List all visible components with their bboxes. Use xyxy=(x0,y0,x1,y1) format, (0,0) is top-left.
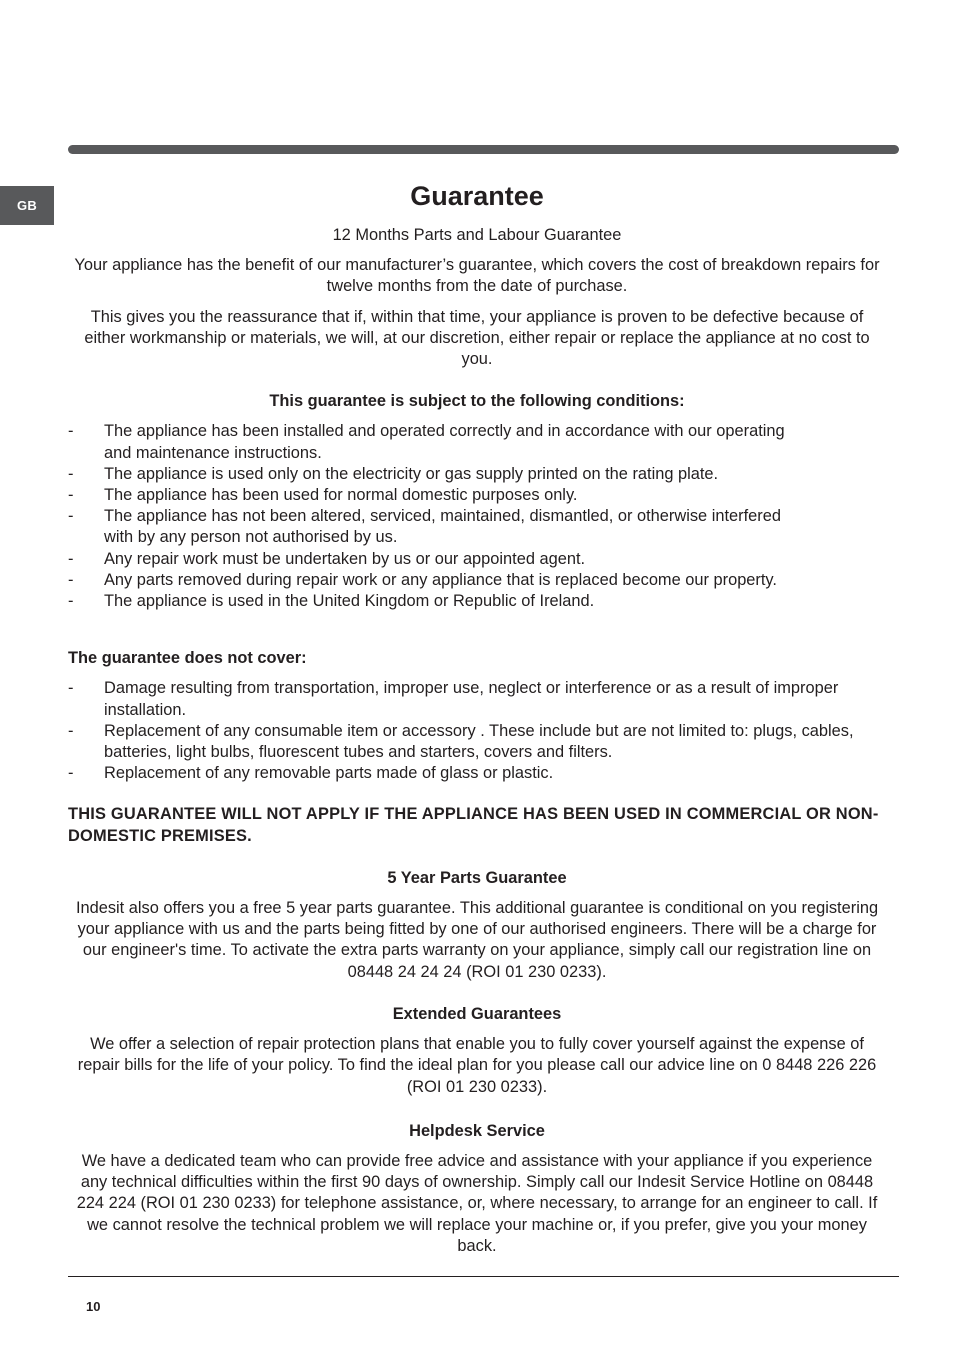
page-content xyxy=(68,176,886,1257)
list-item xyxy=(68,485,886,506)
not-covered-list xyxy=(68,678,886,784)
intro-paragraph-1: Your appliance has the benefit of our manufacturer’s guarantee, which covers the cost of breakdown repairs for twelve months from the date of purchase. xyxy=(74,256,880,296)
list-item-text: Any repair work must be undertaken by us or our appointed agent. xyxy=(104,549,586,568)
list-item-text: The appliance is used only on the electricity or gas supply printed on the rating plate. xyxy=(104,464,719,483)
list-dash: - xyxy=(68,592,74,611)
helpdesk-text: We have a dedicated team who can provide free advice and assistance with your appliance if you experience any technical difficulties within the first 90 days of ownership. Simply call our Indesit Service Hotline on 08448 224 224 (ROI 01 230 0233) for telephone assistance, or, where necessary, to arrange for an engineer to call. If we cannot resolve the technical problem we will replace your machine or, if you prefer, give you your money back. xyxy=(76,1151,878,1255)
list-item-text: The appliance is used in the United Kingdom or Republic of Ireland. xyxy=(104,592,595,611)
list-item-text: Damage resulting from transportation, improper use, neglect or interference or as a result of improper installation. xyxy=(104,679,839,719)
list-item-text: Replacement of any consumable item or accessory . These include but are not limited to: plugs, cables, batteries, light bulbs, fluorescent tubes and starters, covers and filters. xyxy=(104,721,854,762)
list-item-text: The appliance has been used for normal domestic purposes only. xyxy=(104,486,578,505)
list-item-text: The appliance has been installed and operated correctly and in accordance with our operating and maintenance instructions. xyxy=(104,422,785,462)
list-item xyxy=(68,506,886,548)
page-subtitle: 12 Months Parts and Labour Guarantee xyxy=(332,226,622,244)
conditions-list xyxy=(68,421,886,612)
list-item-text: The appliance has not been altered, serviced, maintained, dismantled, or otherwise interfered with by any person not authorised by us. xyxy=(104,507,781,547)
list-item xyxy=(68,763,886,784)
list-item xyxy=(68,570,886,591)
page-number: 10 xyxy=(86,1299,101,1314)
header-rule xyxy=(68,145,899,154)
list-dash: - xyxy=(68,486,74,505)
list-dash: - xyxy=(68,464,74,483)
list-dash: - xyxy=(68,549,74,568)
list-item xyxy=(68,549,886,570)
list-item xyxy=(68,421,886,463)
list-dash: - xyxy=(68,422,74,441)
five-year-heading: 5 Year Parts Guarantee xyxy=(387,868,567,887)
list-dash: - xyxy=(68,570,74,589)
list-dash: - xyxy=(68,764,74,783)
conditions-heading: This guarantee is subject to the following conditions: xyxy=(269,392,685,411)
list-dash: - xyxy=(68,679,74,698)
list-dash: - xyxy=(68,507,74,526)
not-covered-heading: The guarantee does not cover: xyxy=(68,649,307,668)
list-item-text: Any parts removed during repair work or any appliance that is replaced become our property. xyxy=(104,570,777,589)
intro-paragraph-2: This gives you the reassurance that if, within that time, your appliance is proven to be defective because of either workmanship or materials, we will, at our discretion, either repair or replace the appliance at no cost to you. xyxy=(84,307,870,369)
list-item xyxy=(68,721,886,763)
five-year-text: Indesit also offers you a free 5 year parts guarantee. This additional guarantee is conditional on you registering your appliance with us and the parts being fitted by one of our authorised engineers. There will be a charge for our engineer's time. To activate the extra parts warranty on your appliance, simply call our registration line on 08448 24 24 24 (ROI 01 230 0233). xyxy=(75,899,879,981)
helpdesk-heading: Helpdesk Service xyxy=(409,1121,545,1140)
list-item xyxy=(68,678,886,720)
list-item xyxy=(68,591,886,612)
list-item-text: Replacement of any removable parts made of glass or plastic. xyxy=(104,764,554,783)
list-dash: - xyxy=(68,721,74,740)
extended-guarantees-text: We offer a selection of repair protection plans that enable you to fully cover yourself against the expense of repair bills for the life of your policy. To find the ideal plan for you please call our advice line on 0 8448 226 226 (ROI 01 230 0233). xyxy=(77,1035,877,1096)
page-title: Guarantee xyxy=(410,181,544,211)
commercial-use-warning: THIS GUARANTEE WILL NOT APPLY IF THE APPLIANCE HAS BEEN USED IN COMMERCIAL OR NON-DOMESTIC PREMISES. xyxy=(68,805,879,845)
language-tab: GB xyxy=(0,186,54,225)
extended-guarantees-heading: Extended Guarantees xyxy=(392,1004,562,1023)
list-item xyxy=(68,464,886,485)
footer-rule xyxy=(68,1276,899,1277)
